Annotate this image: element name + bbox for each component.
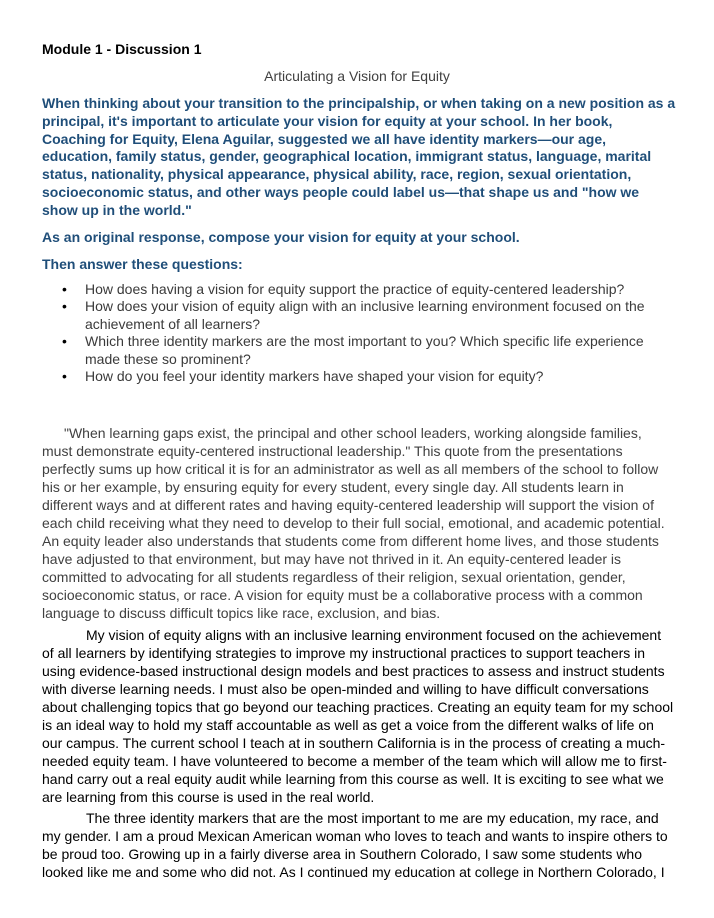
question-list [42, 281, 662, 385]
question-item: • How does your vision of equity align with an inclusive learning environment focused on the achievement of all learners? [62, 298, 645, 332]
response-paragraph-1: "When learning gaps exist, the principal and other school leaders, working alongside families, must demonstrate equity-centered instructional leadership." This quote from the presentations perfectly sums up how critical it is for an administrator as well as all members of the school to follow his or her example, by ensuring equity for every student, every single day. All students learn in different ways and at different rates and having equity-centered leadership will support the vision of each child receiving what they need to develop to their full social, emotional, and academic potential. An equity leader also understands that students come from different home lives, and those students have adjusted to that environment, but may have not thrived in it. An equity-centered leader is committed to advocating for all students regardless of their religion, sexual orientation, gender, socioeconomic status, or race. A vision for equity must be a collaborative process with a common language to discuss difficult topics like race, exclusion, and bias. [42, 425, 665, 621]
bullet-icon: • [62, 298, 67, 315]
question-item: • How does having a vision for equity support the practice of equity-centered leadership? [62, 281, 625, 297]
question-item: • Which three identity markers are the most important to you? Which specific life experience made these so prominent? [62, 333, 644, 367]
bullet-icon: • [62, 281, 67, 297]
question-item: • How do you feel your identity markers have shaped your vision for equity? [62, 368, 544, 385]
prompt-instruction: As an original response, compose your vision for equity at your school. [42, 229, 520, 245]
prompt-intro: When thinking about your transition to the principalship, or when taking on a new position as a principal, it's important to articulate your vision for equity at your school. In her book, Coaching for Equity, Elena Aguilar, suggested we all have identity markers—our age, education, family status, gender, geographical location, immigrant status, language, marital status, nationality, physical appearance, physical ability, race, region, sexual orientation, socioeconomic status, and other ways people could label us—that shape us and "how we show up in the world." [42, 95, 676, 218]
response-paragraph-2: My vision of equity aligns with an inclusive learning environment focused on the achievement of all learners by identifying strategies to improve my instructional practices to support teachers in using evidence-based instructional design models and best practices to assess and instruct students with diverse learning needs. I must also be open-minded and willing to have difficult conversations about challenging topics that go beyond our teaching practices. Creating an equity team for my school is an ideal way to hold my staff accountable as well as get a voice from the different walks of life on our campus. The current school I teach at in southern California is in the process of creating a much-needed equity team. I have volunteered to become a member of the team which will allow me to first-hand carry out a real equity audit while learning from this course as well. It is exciting to see what we are learning from this course is used in the real world. [42, 627, 674, 805]
module-heading: Module 1 - Discussion 1 [42, 41, 202, 57]
discussion-subtitle: Articulating a Vision for Equity [264, 68, 450, 84]
prompt-questions-lead: Then answer these questions: [42, 256, 243, 272]
bullet-icon: • [62, 368, 67, 385]
response-paragraph-3: The three identity markers that are the most important to me are my education, my race, and my gender. I am a proud Mexican American woman who loves to teach and wants to inspire others to be proud too. Growing up in a fairly diverse area in Southern Colorado, I saw some students who looked like me and some who did not. As I continued my education at college in Northern Colorado, I [42, 810, 668, 880]
bullet-icon: • [62, 333, 67, 350]
